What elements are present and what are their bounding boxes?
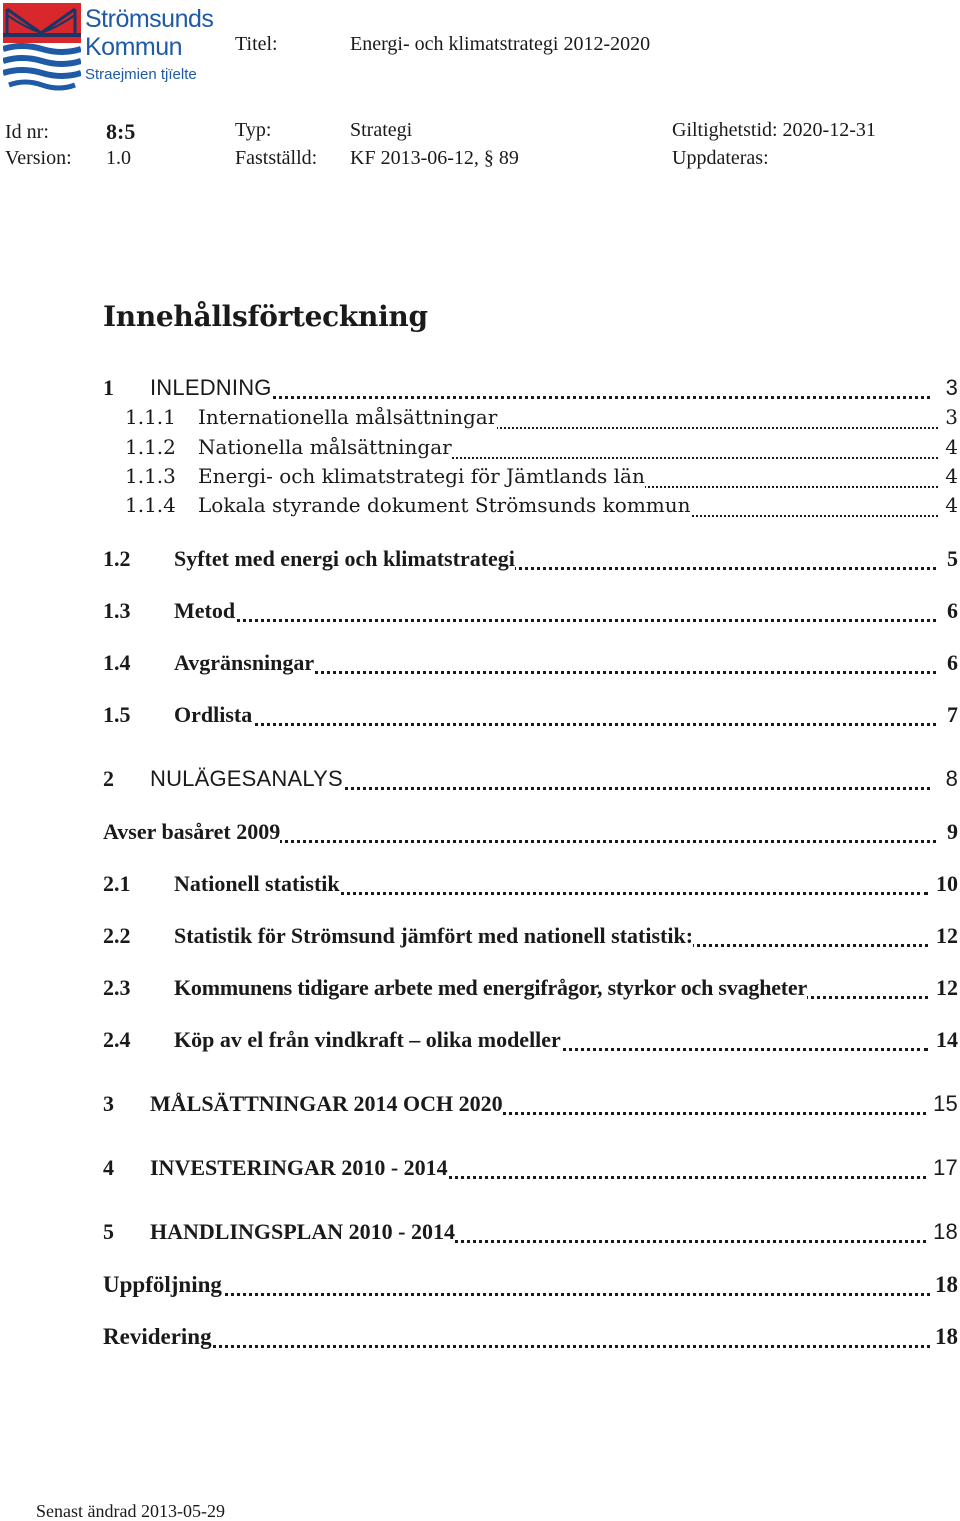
- toc-entry-1-1-3[interactable]: [0, 464, 960, 492]
- toc-page: 17: [933, 1155, 958, 1180]
- logo-name-line1: Strömsunds: [85, 5, 214, 33]
- toc-entry-1-1-1[interactable]: [0, 405, 960, 433]
- toc-page: 8: [945, 766, 958, 791]
- toc-page: 18: [935, 1324, 958, 1349]
- toc-title: INVESTERINGAR 2010 - 2014: [150, 1155, 448, 1180]
- toc-title: Nationella målsättningar: [198, 435, 452, 459]
- toc-entry-1-3[interactable]: [0, 598, 960, 626]
- toc-entry-1-1-2[interactable]: [0, 435, 960, 463]
- toc-entry-followup[interactable]: [0, 1272, 960, 1300]
- toc-page: 10: [936, 871, 958, 896]
- toc-entry-3[interactable]: [0, 1091, 960, 1119]
- toc-title: Lokala styrande dokument Strömsunds kommun: [198, 493, 691, 517]
- toc-leader: [200, 819, 936, 843]
- toc-entry-base-year[interactable]: [0, 819, 960, 847]
- id-label: Id nr:: [5, 121, 49, 143]
- version-label: Version:: [5, 147, 72, 169]
- toc-number: 1.1.3: [125, 464, 176, 488]
- toc-number: 5: [103, 1219, 114, 1244]
- toc-entry-2-2[interactable]: [0, 923, 960, 951]
- toc-title: Energi- och klimatstrategi för Jämtlands län: [198, 464, 645, 488]
- toc-leader: [400, 1219, 926, 1243]
- toc-entry-2[interactable]: [0, 766, 960, 794]
- toc-entry-2-3[interactable]: [0, 975, 960, 1003]
- toc-page: 4: [945, 493, 958, 517]
- toc-title: Revidering: [103, 1324, 212, 1349]
- id-value: 8:5: [106, 119, 136, 144]
- toc-page: 9: [947, 819, 958, 844]
- toc-title: Nationell statistik: [174, 871, 340, 896]
- type-value: Strategi: [350, 119, 413, 141]
- toc-number: 1.1.1: [125, 405, 176, 429]
- validity-text: Giltighetstid: 2020-12-31: [672, 119, 876, 141]
- toc-page: 3: [945, 405, 958, 429]
- toc-page: 5: [947, 546, 958, 571]
- toc-number: 1.4: [103, 650, 131, 675]
- municipality-logo: [3, 3, 218, 93]
- toc-number: 3: [103, 1091, 114, 1116]
- last-modified-footer: Senast ändrad 2013-05-29: [36, 1501, 225, 1521]
- toc-page: 12: [936, 975, 958, 1000]
- toc-number: 1: [103, 375, 114, 400]
- toc-page: 6: [947, 650, 958, 675]
- toc-entry-1[interactable]: [0, 375, 960, 403]
- toc-number: 1.2: [103, 546, 131, 571]
- toc-title: Internationella målsättningar: [198, 405, 498, 429]
- logo-name-line2: Kommun: [85, 33, 183, 61]
- toc-number: 2: [103, 766, 114, 791]
- logo-name-line3: Straejmien tjïelte: [85, 66, 197, 83]
- type-label: Typ:: [235, 119, 272, 141]
- toc-title: Avgränsningar: [174, 650, 315, 675]
- toc-title: INLEDNING: [150, 375, 272, 400]
- toc-title: Syftet med energi och klimatstrategi: [174, 546, 515, 571]
- toc-entry-1-4[interactable]: [0, 650, 960, 678]
- toc-leader: [400, 1155, 926, 1179]
- toc-entry-2-4[interactable]: [0, 1027, 960, 1055]
- toc-number: 1.1.4: [125, 493, 176, 517]
- toc-entry-1-5[interactable]: [0, 702, 960, 730]
- title-label: Titel:: [235, 33, 278, 55]
- toc-title: Uppföljning: [103, 1272, 222, 1297]
- toc-number: 1.5: [103, 702, 131, 727]
- toc-title: HANDLINGSPLAN 2010 - 2014: [150, 1219, 455, 1244]
- toc-leader: [200, 1324, 930, 1348]
- toc-page: 7: [947, 702, 958, 727]
- toc-page: 4: [945, 464, 958, 488]
- adopted-value: KF 2013-06-12, § 89: [350, 147, 519, 169]
- toc-number: 1.1.2: [125, 435, 176, 459]
- toc-leader: [200, 1272, 930, 1296]
- toc-entry-5[interactable]: [0, 1219, 960, 1247]
- toc-title: NULÄGESANALYS: [150, 766, 343, 791]
- toc-page: 15: [933, 1091, 958, 1116]
- toc-number: 1.3: [103, 598, 131, 623]
- toc-page: 12: [936, 923, 958, 948]
- toc-heading: Innehållsförteckning: [103, 300, 428, 333]
- toc-number: 2.3: [103, 975, 131, 1000]
- toc-title: Metod: [174, 598, 236, 623]
- toc-entry-1-1-4[interactable]: [0, 493, 960, 521]
- toc-entry-4[interactable]: [0, 1155, 960, 1183]
- bridge-wave-emblem: [3, 3, 81, 91]
- toc-title: Statistik för Strömsund jämfört med nationell statistik:: [174, 923, 694, 948]
- toc-title: Ordlista: [174, 702, 253, 727]
- toc-page: 18: [933, 1219, 958, 1244]
- toc-leader: [200, 375, 930, 399]
- toc-page: 6: [947, 598, 958, 623]
- toc-title: Kommunens tidigare arbete med energifrågor, styrkor och svagheter: [174, 975, 808, 1000]
- toc-entry-1-2[interactable]: [0, 546, 960, 574]
- toc-leader: [200, 702, 936, 726]
- toc-leader: [200, 598, 936, 622]
- version-value: 1.0: [106, 147, 131, 169]
- toc-title: MÅLSÄTTNINGAR 2014 OCH 2020: [150, 1091, 503, 1116]
- toc-number: 2.4: [103, 1027, 131, 1052]
- toc-page: 3: [945, 375, 958, 400]
- update-label: Uppdateras:: [672, 147, 769, 169]
- toc-leader: [250, 871, 928, 895]
- toc-number: 2.2: [103, 923, 131, 948]
- toc-page: 18: [935, 1272, 958, 1297]
- toc-number: 4: [103, 1155, 114, 1180]
- toc-entry-revision[interactable]: [0, 1324, 960, 1352]
- toc-number: 2.1: [103, 871, 131, 896]
- title-value: Energi- och klimatstrategi 2012-2020: [350, 33, 651, 55]
- toc-page: 4: [945, 435, 958, 459]
- toc-entry-2-1[interactable]: [0, 871, 960, 899]
- adopted-label: Fastställd:: [235, 147, 318, 169]
- toc-page: 14: [936, 1027, 958, 1052]
- toc-title: Köp av el från vindkraft – olika modeller: [174, 1027, 561, 1052]
- toc-title: Avser basåret 2009: [103, 819, 281, 844]
